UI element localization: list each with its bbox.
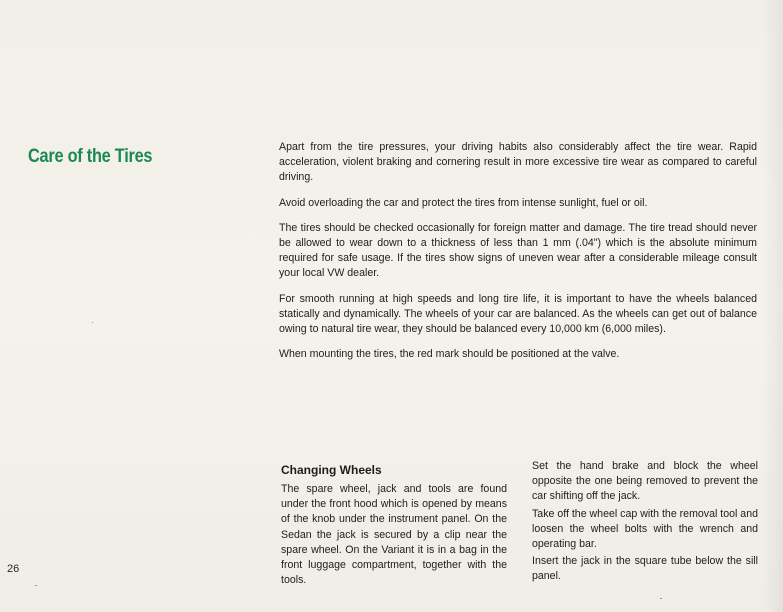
changing-wheels-right-column (532, 459, 758, 587)
intro-text-block (279, 140, 757, 372)
changing-wheels-tools-location: The spare wheel, jack and tools are found under the front hood which is opened by means of the knob under the instrument panel. On the Sedan the jack is secured by a clip near the spare wheel. On the Variant it is in a bag in the front luggage compartment, together with the tools. (281, 483, 507, 587)
print-speck (660, 598, 662, 599)
page-number: 26 (7, 563, 20, 575)
print-speck (92, 322, 93, 323)
changing-wheels-heading: Changing Wheels (281, 463, 382, 477)
intro-paragraph-overloading: Avoid overloading the car and protect the tires from intense sunlight, fuel or oil. (279, 196, 648, 209)
intro-paragraph-driving-habits: Apart from the tire pressures, your driving habits also considerably affect the tire wear. Rapid acceleration, violent braking and cornering result in more excessive tire wear as compared to careful driving. (279, 141, 757, 184)
changing-wheels-left-column (281, 462, 507, 588)
intro-paragraph-balancing: For smooth running at high speeds and long tire life, it is important to have the wheels balanced statically and dynamically. The wheels of your car are balanced. As the wheels can get out of balance owing to natural tire wear, they should be balanced every 10,000 km (6,000 miles). (279, 292, 757, 336)
print-speck (35, 585, 37, 586)
intro-paragraph-tire-check: The tires should be checked occasionally for foreign matter and damage. The tire tread should never be allowed to wear down to a thickness of less than 1 mm (.04") which is the absolute minimum required for safe usage. If the tires show signs of uneven wear after a considerable mileage consult your local VW dealer. (279, 221, 757, 280)
changing-wheels-step-insert-jack: Insert the jack in the square tube below the sill panel. (532, 555, 758, 583)
changing-wheels-step-wheel-cap: Take off the wheel cap with the removal tool and loosen the wheel bolts with the wrench and operating bar. (532, 507, 758, 551)
changing-wheels-step-hand-brake: Set the hand brake and block the wheel opposite the one being removed to prevent the car shifting off the jack. (532, 460, 758, 503)
page-spine-shadow (763, 0, 783, 612)
page-title: Care of the Tires (28, 146, 153, 167)
intro-paragraph-mounting: When mounting the tires, the red mark should be positioned at the valve. (279, 348, 620, 361)
